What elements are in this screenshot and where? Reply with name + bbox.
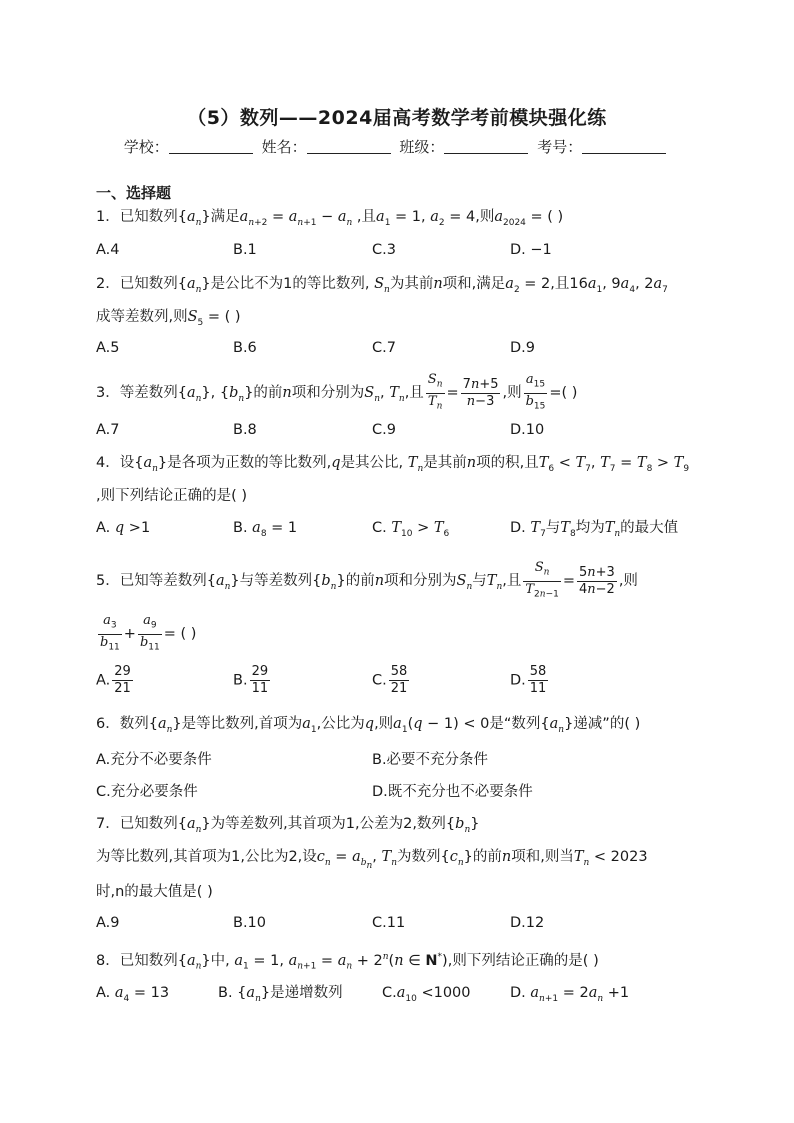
section-heading: 一、选择题 bbox=[96, 184, 172, 202]
question-4: 4．设$\{a_n\}$是各项为正数的等比数列,q是其公比, $T_n$是其前n项的积,且$T_6 < T_7$, $T_7 = T_8 > T_9$ bbox=[96, 455, 690, 474]
question-7-line-2: 为等比数列,其首项为1,公比为2,设$c_n = a_{b_n}$, $T_n$为数列$\{c_n\}$的前n项和,则当$T_n < 2023$ bbox=[96, 849, 648, 871]
question-4-line-2: ,则下列结论正确的是( ) bbox=[96, 488, 248, 504]
q5-option-d[interactable]: D. $\frac{58}{11}$ bbox=[510, 664, 547, 696]
q5-option-a[interactable]: A. $\frac{29}{21}$ bbox=[96, 664, 131, 696]
question-7-line-3: 时,n的最大值是( ) bbox=[96, 884, 213, 900]
q1-option-c[interactable]: C.3 bbox=[372, 242, 396, 258]
q4-option-b[interactable]: B. $a_8 = 1$ bbox=[233, 520, 298, 539]
q7-option-c[interactable]: C.11 bbox=[372, 915, 406, 931]
q8-option-b[interactable]: B. $\{a_n\}$是递增数列 bbox=[218, 985, 343, 1004]
name-label: 姓名： bbox=[261, 138, 307, 156]
q4-option-d[interactable]: D. $T_7$与$T_8$均为$T_n$的最大值 bbox=[510, 520, 679, 539]
q8-option-d[interactable]: D. $a_{n+1} = 2a_n +1$ bbox=[510, 985, 630, 1004]
page-title: （5）数列——2024届高考数学考前模块强化练 bbox=[187, 107, 607, 129]
q8-option-c[interactable]: $C.a_{10} <1000$ bbox=[382, 985, 471, 1004]
q2-option-d[interactable]: D.9 bbox=[510, 340, 535, 356]
student-info-line bbox=[0, 136, 794, 157]
question-3: 3．等差数列$\{a_n\}$, $\{b_n\}$的前n项和分别为$S_n$, $T_n$,且 $\frac{S_n}{T_n}$ = $\frac{7n+5}{n-3}$ ,则 $\frac{a_{15}}{b_{15}}$ =( ) bbox=[96, 372, 578, 412]
q1-option-b[interactable]: B.1 bbox=[233, 242, 257, 258]
q5-option-c[interactable]: C. $\frac{58}{21}$ bbox=[372, 664, 408, 696]
q4-option-c[interactable]: C. $T_{10} > T_6$ bbox=[372, 520, 450, 539]
name-blank[interactable] bbox=[307, 139, 391, 154]
question-5: 5．已知等差数列$\{a_n\}$与等差数列$\{b_n\}$的前n项和分别为$S_n$与$T_n$,且 $\frac{S_n}{T_{2n-1}}$ = $\frac{5n+3}{4n-2}$ ,则 bbox=[96, 560, 638, 600]
q3-option-a[interactable]: A.7 bbox=[96, 422, 120, 438]
q2-option-b[interactable]: B.6 bbox=[233, 340, 257, 356]
q4-option-a[interactable]: A. q >1 bbox=[96, 520, 151, 536]
question-5-line-2: $\frac{a_3}{b_{11}}$ + $\frac{a_9}{b_{11}}$ = ( ) bbox=[100, 613, 197, 653]
q5-option-b[interactable]: B. $\frac{29}{11}$ bbox=[233, 664, 269, 696]
q6-option-a[interactable]: A.充分不必要条件 bbox=[96, 752, 212, 768]
q3-option-d[interactable]: D.10 bbox=[510, 422, 545, 438]
q7-option-a[interactable]: A.9 bbox=[96, 915, 120, 931]
q2-option-a[interactable]: A.5 bbox=[96, 340, 120, 356]
question-1: 1．已知数列$\{a_n\}$满足$a_{n+2} = a_{n+1} - a_n$ ,且$a_1 = 1$, $a_2 = 4$,则$a_{2024}$ = ( ) bbox=[96, 209, 564, 228]
class-label: 班级： bbox=[399, 138, 445, 156]
class-blank[interactable] bbox=[444, 139, 528, 154]
question-2-line-2: 成等差数列,则$S_5$ = ( ) bbox=[96, 309, 241, 328]
q1-option-d[interactable]: D. −1 bbox=[510, 242, 552, 258]
q3-option-c[interactable]: C.9 bbox=[372, 422, 396, 438]
school-blank[interactable] bbox=[169, 139, 253, 154]
question-6: 6．数列$\{a_n\}$是等比数列,首项为$a_1$,公比为q,则$a_1(q - 1) < 0$是“数列$\{a_n\}$递减”的( ) bbox=[96, 716, 641, 735]
q6-option-b[interactable]: B.必要不充分条件 bbox=[372, 752, 489, 768]
q1-option-a[interactable]: A.4 bbox=[96, 242, 120, 258]
q2-option-c[interactable]: C.7 bbox=[372, 340, 396, 356]
school-label: 学校： bbox=[123, 138, 169, 156]
number-label: 考号： bbox=[537, 138, 583, 156]
number-blank[interactable] bbox=[582, 139, 666, 154]
question-2: 2．已知数列$\{a_n\}$是公比不为1的等比数列, $S_n$为其前n项和,满足$a_2 = 2$,且$16a_1$, $9a_4$, $2a_7$ bbox=[96, 276, 668, 295]
question-8: 8．已知数列$\{a_n\}$中, $a_1 = 1$, $a_{n+1} = a_n + 2^n(n$ ∈ N*),则下列结论正确的是( ) bbox=[96, 952, 599, 972]
q7-option-d[interactable]: D.12 bbox=[510, 915, 545, 931]
q6-option-d[interactable]: D.既不充分也不必要条件 bbox=[372, 784, 533, 800]
q3-option-b[interactable]: B.8 bbox=[233, 422, 257, 438]
q8-option-a[interactable]: A. $a_4 = 13$ bbox=[96, 985, 170, 1004]
q7-option-b[interactable]: B.10 bbox=[233, 915, 267, 931]
question-7: 7．已知数列$\{a_n\}$为等差数列,其首项为1,公差为2,数列$\{b_n\}$ bbox=[96, 816, 480, 835]
q6-option-c[interactable]: C.充分必要条件 bbox=[96, 784, 198, 800]
